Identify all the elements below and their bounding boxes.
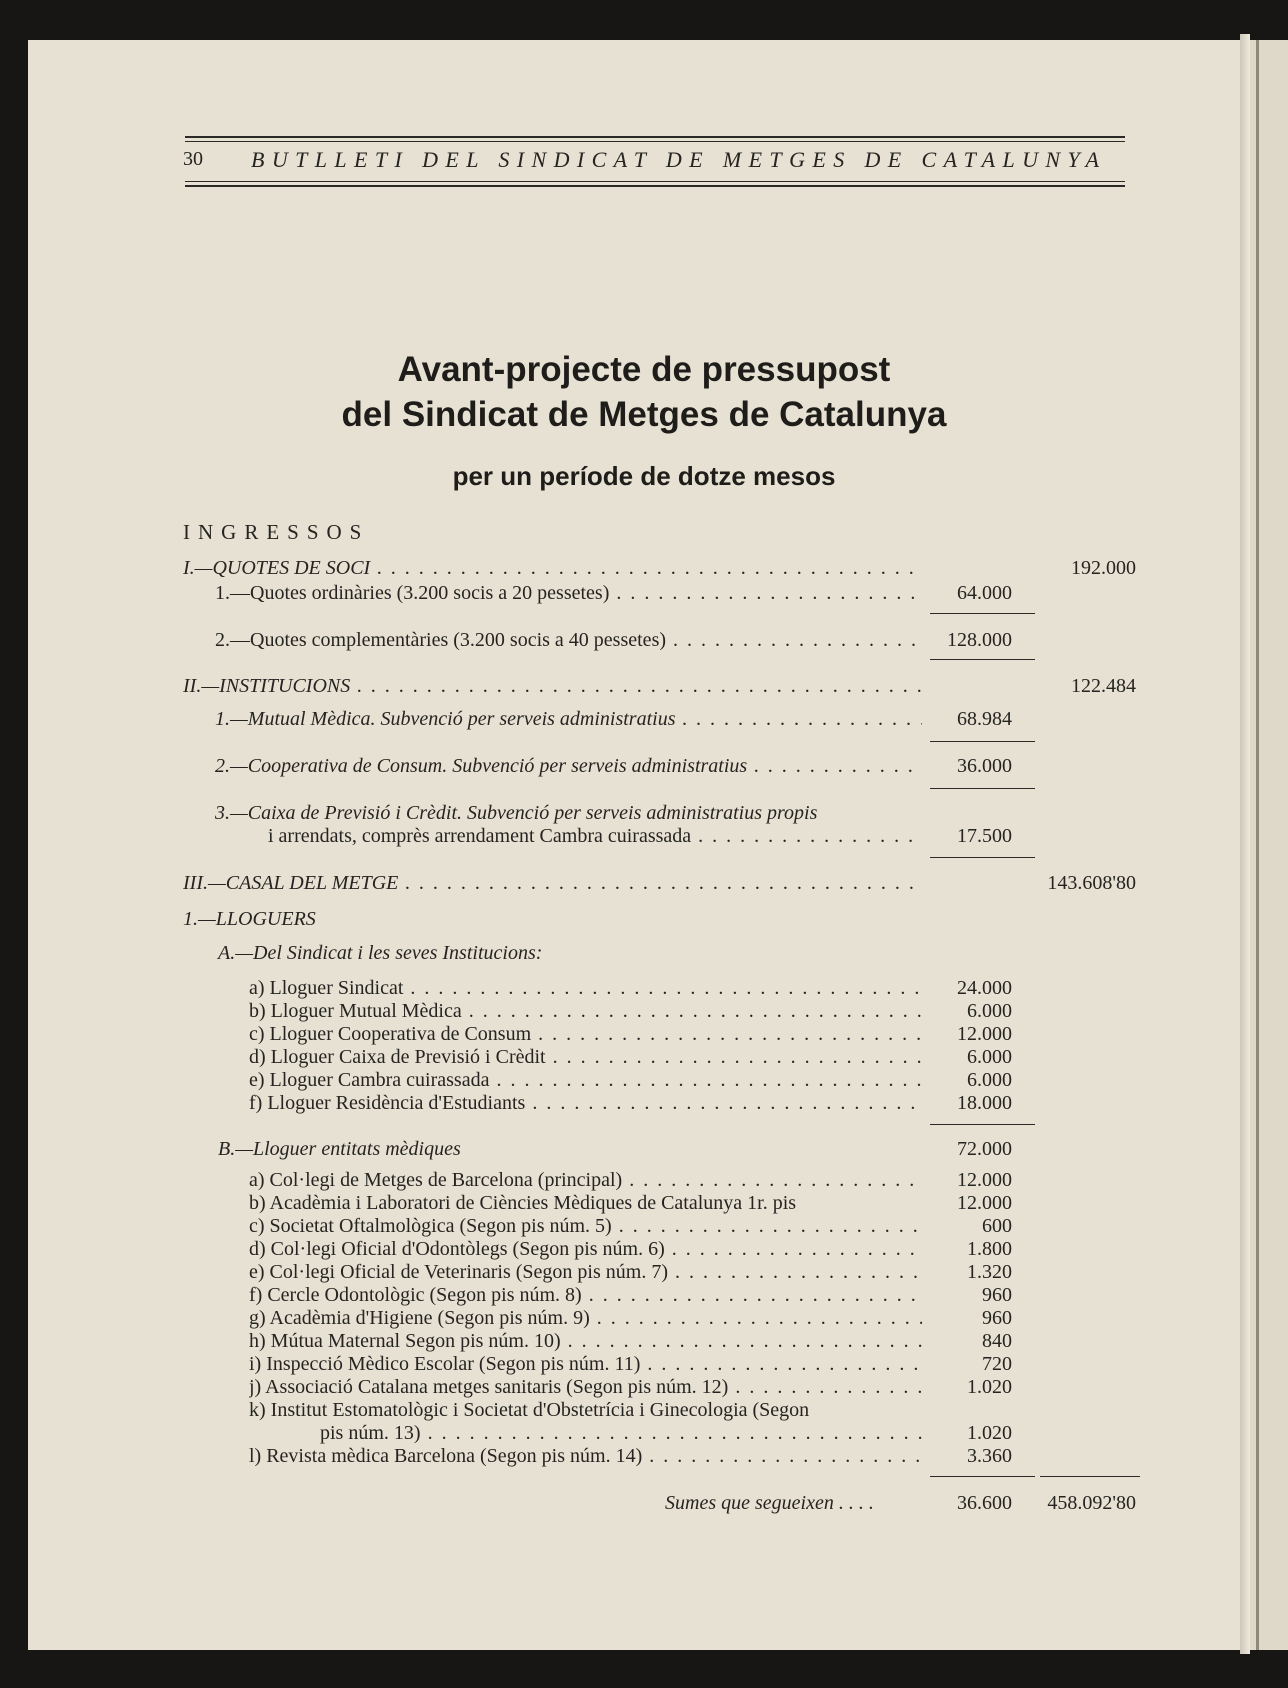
budget-line-amount: 1.800 (967, 1238, 1012, 1260)
budget-line-amount: 24.000 (957, 977, 1012, 999)
budget-line-amount: 1.320 (967, 1261, 1012, 1283)
budget-line-amount: 720 (982, 1353, 1012, 1375)
budget-line-amount: 840 (982, 1330, 1012, 1352)
adjacent-page-strip (1250, 40, 1288, 1650)
budget-line-label: b) Lloguer Mutual Mèdica . . . (249, 998, 922, 1024)
budget-line-label: I.—QUOTES DE SOCI . . . (183, 555, 922, 581)
budget-line-label: a) Lloguer Sindicat . . . (249, 975, 922, 1001)
document-subtitle: per un període de dotze mesos (452, 461, 836, 491)
budget-line-label: k) Institut Estomatològic i Societat d'Obstetrícia i Ginecologia (Segon (249, 1399, 810, 1421)
header-rule-bottom-thin (185, 181, 1125, 182)
budget-line-amount: 64.000 (957, 582, 1012, 604)
budget-line-label: c) Lloguer Cooperativa de Consum . . . (249, 1021, 922, 1047)
header-rule-bottom (185, 185, 1125, 187)
budget-line-label: 1.—LLOGUERS (183, 908, 316, 930)
budget-line-amount: 18.000 (957, 1092, 1012, 1114)
budget-line-amount: 3.360 (967, 1445, 1012, 1467)
header-rule-top (185, 136, 1125, 138)
budget-line-label: B.—Lloguer entitats mèdiques (218, 1138, 461, 1160)
budget-line-amount: 12.000 (957, 1023, 1012, 1045)
document-title-line1: Avant-projecte de pressupost (397, 350, 891, 389)
budget-line-label: d) Col·legi Oficial d'Odontòlegs (Segon pis núm. 6) . . . (249, 1236, 922, 1262)
footer-amount-2: 458.092'80 (1047, 1492, 1136, 1514)
budget-line-amount: 1.020 (967, 1422, 1012, 1444)
section-heading: INGRESSOS (183, 520, 370, 544)
budget-line-label: 3.—Caixa de Previsió i Crèdit. Subvenció per serveis administratius propis (215, 802, 818, 824)
budget-line-label: 1.—Mutual Mèdica. Subvenció per serveis administratius . . . (215, 706, 922, 732)
budget-line-label: 2.—Cooperativa de Consum. Subvenció per serveis administratius . . . (215, 753, 922, 779)
budget-line-label: b) Acadèmia i Laboratori de Ciències Mèdiques de Catalunya 1r. pis (249, 1192, 797, 1214)
running-head (183, 148, 1131, 178)
budget-line-amount: 17.500 (957, 825, 1012, 847)
subtotal-rule (930, 788, 1035, 789)
budget-line-amount: 36.000 (957, 755, 1012, 777)
subtotal-rule (930, 1124, 1035, 1125)
budget-line-amount: 128.000 (947, 629, 1012, 651)
budget-line-amount: 6.000 (967, 1069, 1012, 1091)
budget-line-label: II.—INSTITUCIONS . . . (183, 673, 922, 699)
budget-line-label: e) Col·legi Oficial de Veterinaris (Segon pis núm. 7) . . . (249, 1259, 922, 1285)
document-title-line2: del Sindicat de Metges de Catalunya (341, 395, 947, 434)
budget-line-label: a) Col·legi de Metges de Barcelona (principal) . . . (249, 1167, 922, 1193)
budget-line-label: i) Inspecció Mèdico Escolar (Segon pis núm. 11) . . . (249, 1351, 922, 1377)
budget-line-amount: 12.000 (957, 1169, 1012, 1191)
budget-line-label: 1.—Quotes ordinàries (3.200 socis a 20 pessetes) . . . (215, 580, 922, 606)
subtotal-rule (930, 613, 1035, 614)
budget-line-label: g) Acadèmia d'Higiene (Segon pis núm. 9) . . . (249, 1305, 922, 1331)
budget-line-amount: 68.984 (957, 708, 1012, 730)
budget-line-label: pis núm. 13) . . . (320, 1420, 922, 1446)
budget-line-label: h) Mútua Maternal Segon pis núm. 10) . . . (249, 1328, 922, 1354)
budget-line-label: f) Cercle Odontològic (Segon pis núm. 8) . . . (249, 1282, 922, 1308)
budget-line-label: l) Revista mèdica Barcelona (Segon pis núm. 14) . . . (249, 1443, 922, 1469)
budget-line-label: A.—Del Sindicat i les seves Institucions: (218, 942, 543, 964)
budget-line-amount: 6.000 (967, 1046, 1012, 1068)
budget-line-total: 122.484 (1071, 675, 1136, 697)
journal-title: BUTLLETI DEL SINDICAT DE METGES DE CATALUNYA (251, 147, 1107, 172)
subtotal-rule (930, 1476, 1035, 1477)
budget-line-amount: 6.000 (967, 1000, 1012, 1022)
budget-line-amount: 12.000 (957, 1192, 1012, 1214)
subtotal-rule (930, 659, 1035, 660)
budget-line-amount: 960 (982, 1284, 1012, 1306)
budget-line-label: c) Societat Oftalmològica (Segon pis núm. 5) . . . (249, 1213, 922, 1239)
budget-line-label: 2.—Quotes complementàries (3.200 socis a 40 pessetes) . . . (215, 627, 922, 653)
footer-label: Sumes que segueixen . . . . (665, 1492, 874, 1514)
budget-line-label: e) Lloguer Cambra cuirassada . . . (249, 1067, 922, 1093)
budget-line-label: d) Lloguer Caixa de Previsió i Crèdit . . . (249, 1044, 922, 1070)
budget-line-amount: 1.020 (967, 1376, 1012, 1398)
header-rule-top-thin (185, 141, 1125, 142)
page-number: 30 (183, 148, 203, 170)
budget-line-label: f) Lloguer Residència d'Estudiants . . . (249, 1090, 922, 1116)
total-rule (1040, 1476, 1140, 1477)
subtotal-rule (930, 857, 1035, 858)
budget-line-label: i arrendats, comprès arrendament Cambra cuirassada . . . (268, 823, 922, 849)
footer-amount-1: 36.600 (957, 1492, 1012, 1514)
budget-line-amount: 960 (982, 1307, 1012, 1329)
budget-line-total: 192.000 (1071, 557, 1136, 579)
budget-line-amount: 600 (982, 1215, 1012, 1237)
page-edge (1240, 34, 1250, 1654)
budget-line-label: III.—CASAL DEL METGE . . . (183, 870, 922, 896)
budget-line-label: j) Associació Catalana metges sanitaris (Segon pis núm. 12) . . . (249, 1374, 922, 1400)
budget-line-total: 143.608'80 (1047, 872, 1136, 894)
budget-line-amount: 72.000 (957, 1138, 1012, 1160)
subtotal-rule (930, 741, 1035, 742)
